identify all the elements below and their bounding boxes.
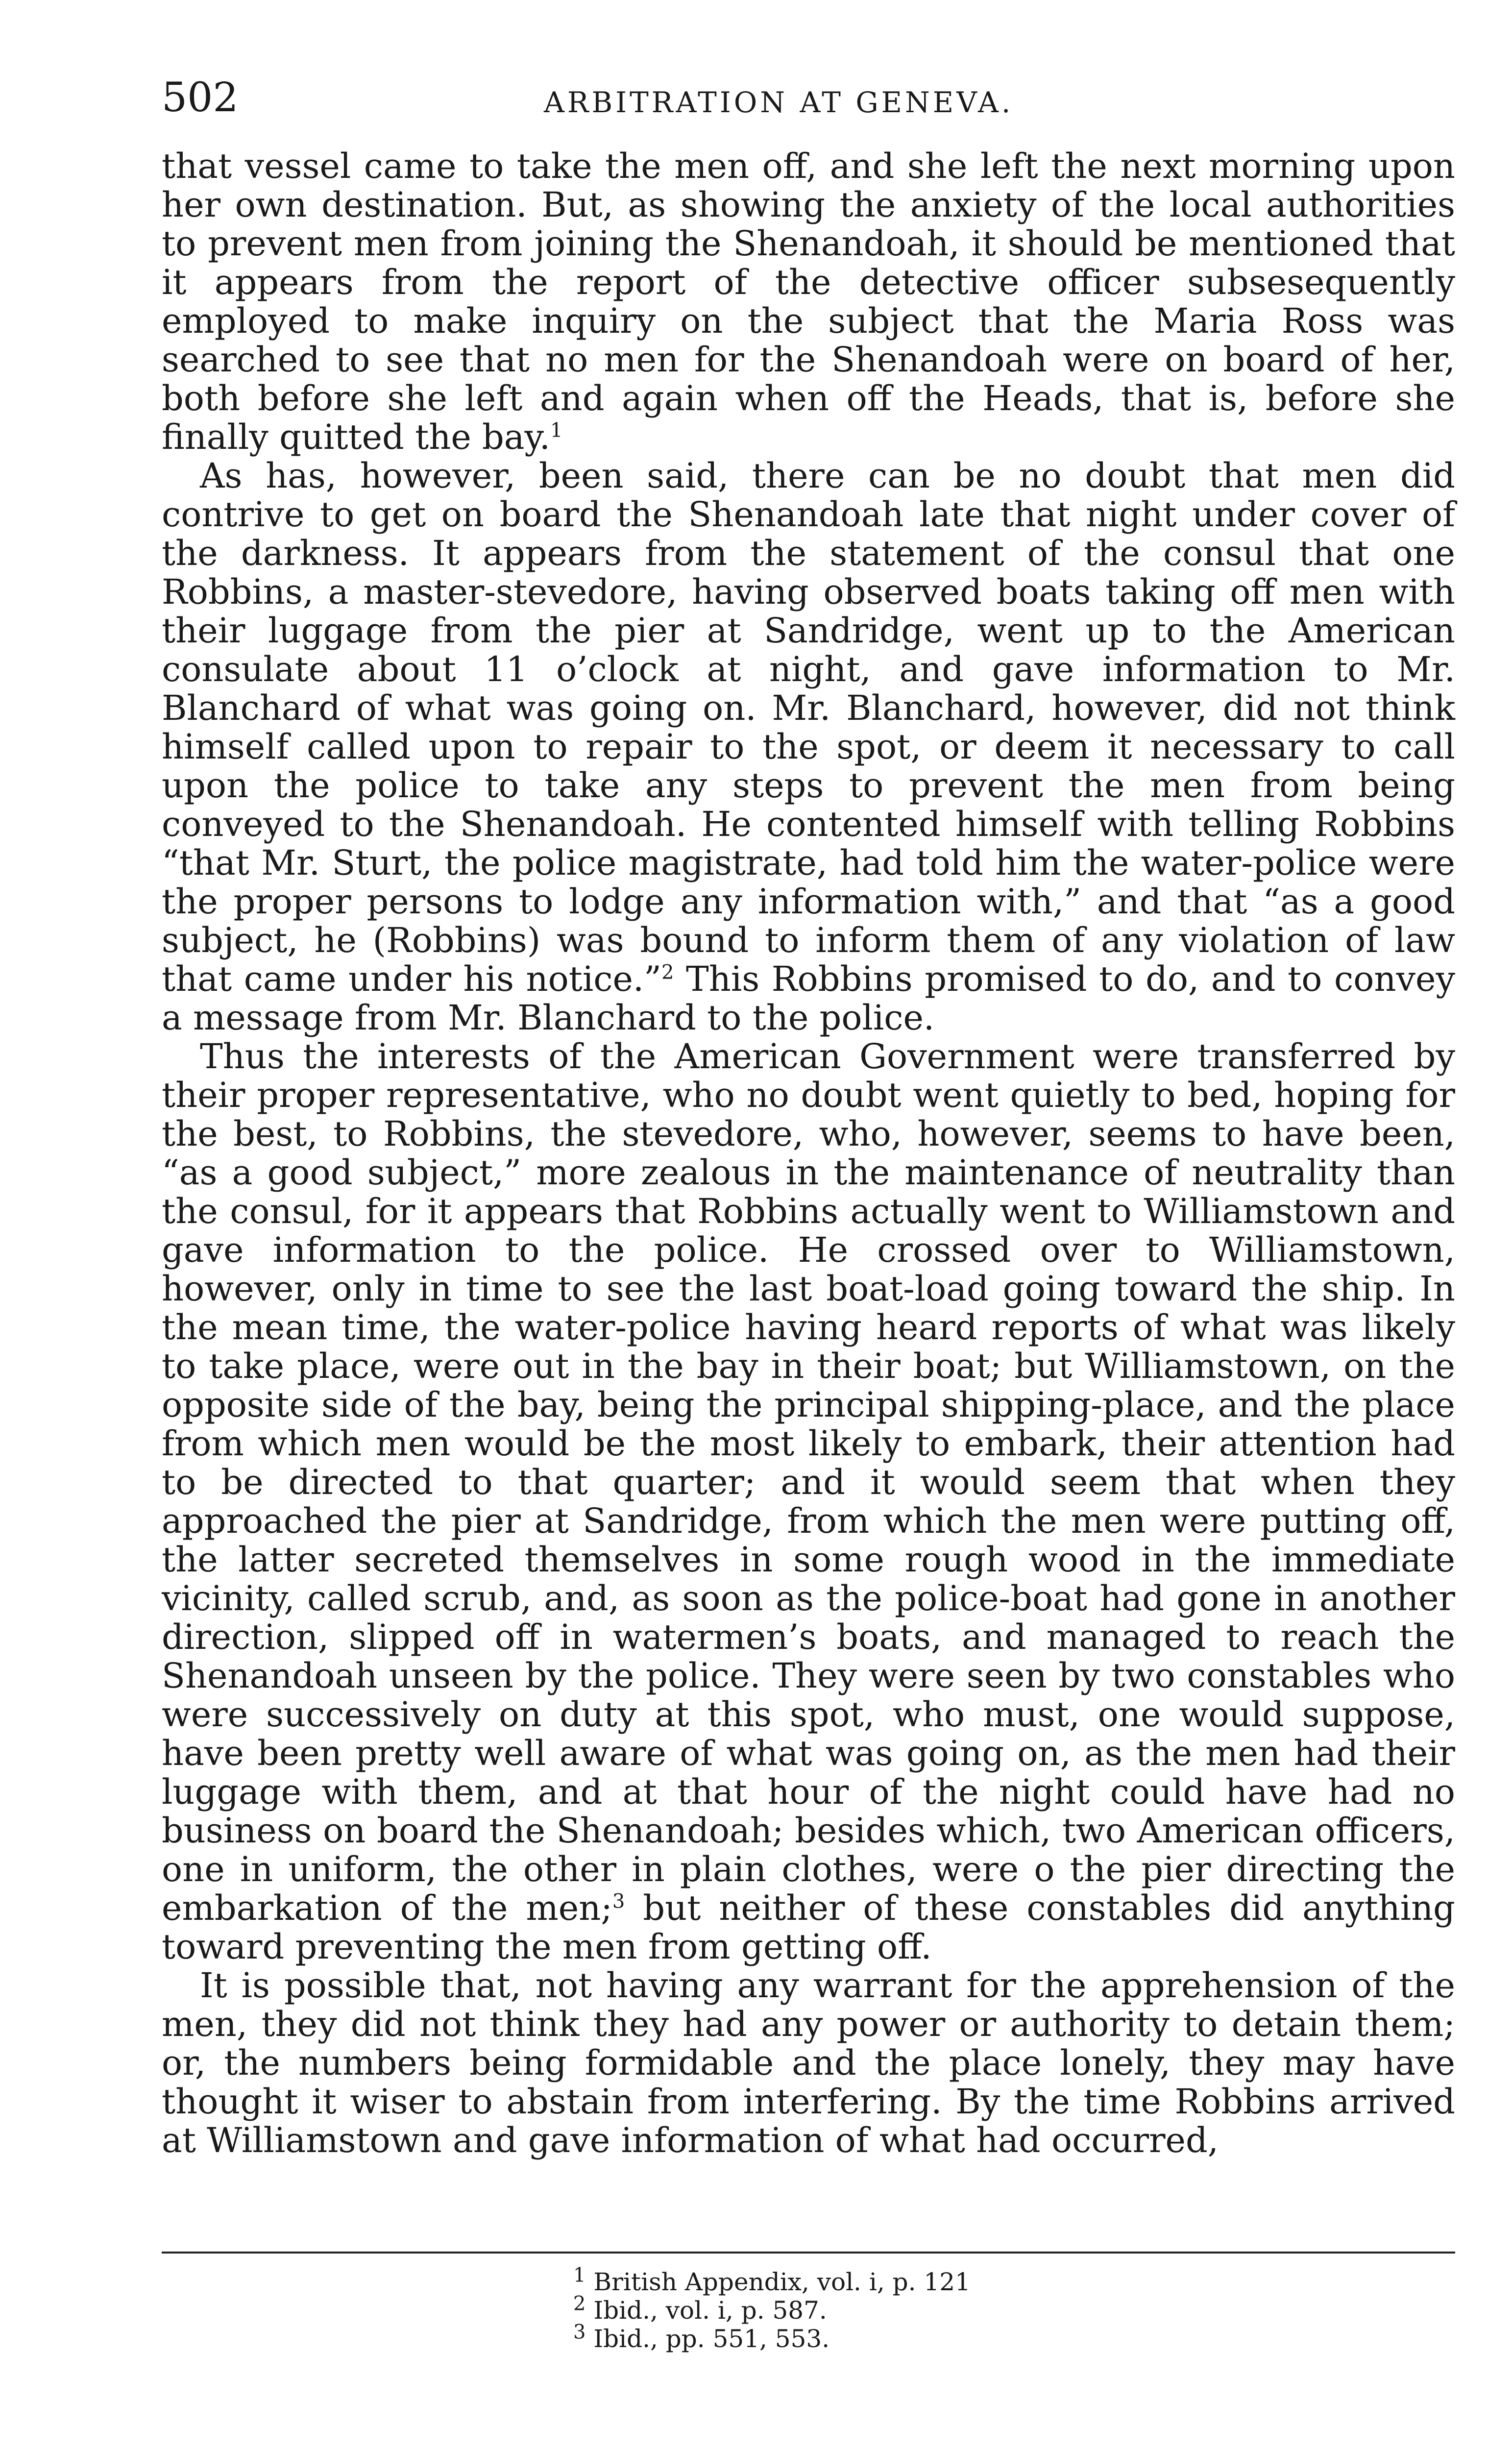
page-header: [162, 74, 1455, 127]
page-number: 502: [162, 74, 239, 121]
paragraph-2-text-a: As has, however, been said, there can be no doubt that men did contrive to get on board the Shenandoah late that night under cover of the darkness. It appears from the statement of the consul that one Robbins, a master-stevedore, having observed boats taking off men with their luggage from the pier at Sandridge, went up to the American consulate about 11 o’clock at night, and gave information to Mr. Blanchard of what was going on. Mr. Blanchard, however, did not think himself called upon to repair to the spot, or deem it necessary to call upon the police to take any steps to prevent the men from being conveyed to the Shenandoah. He contented himself with telling Robbins “that Mr. Sturt, the police magistrate, had told him the water-police were the proper persons to lodge any information with,” and that “as a good subject, he (Robbins) was bound to inform them of any violation of law that came under his notice.”: [162, 456, 1455, 999]
footnote-3-text: Ibid., pp. 551, 553.: [585, 2325, 830, 2353]
paragraph-3-text-b: but neither of these constables did anything toward preventing the men from getting off.: [162, 1888, 1455, 1967]
body-text: [162, 147, 1455, 2160]
paragraph-3-text-a: Thus the interests of the American Government were transferred by their proper representative, who no doubt went quietly to bed, hoping for the best, to Robbins, the stevedore, who, however, seems to have been, “as a good subject,” more zealous in the maintenance of neutrality than the consul, for it appears that Robbins actually went to Williamstown and gave information to the police. He crossed over to Williamstown, however, only in time to see the last boat-load going toward the ship. In the mean time, the water-police having heard reports of what was likely to take place, were out in the bay in their boat; but Williamstown, on the opposite side of the bay, being the principal shipping-place, and the place from which men would be the most likely to embark, their attention had to be directed to that quarter; and it would seem that when they approached the pier at Sandridge, from which the men were putting off, the latter secreted themselves in some rough wood in the immediate vicinity, called scrub, and, as soon as the police-boat had gone in another direction, slipped off in watermen’s boats, and managed to reach the Shenandoah unseen by the police. They were seen by two constables who were successively on duty at this spot, who must, one would suppose, have been pretty well aware of what was going on, as the men had their luggage with them, and at that hour of the night could have had no business on board the Shenandoah; besides which, two American officers, one in uniform, the other in plain clothes, were o the pier directing the embarkation of the men;: [162, 1036, 1455, 1928]
running-head: ARBITRATION AT GENEVA.: [544, 86, 1014, 119]
footnote-mark-3: 3: [573, 2321, 586, 2344]
footnote-2: [573, 2292, 1308, 2325]
footnote-1-text: British Appendix, vol. i, p. 121: [585, 2268, 971, 2296]
footnote-divider: [162, 2252, 1455, 2254]
footnote-3: [573, 2321, 1308, 2353]
paragraph-3: [162, 1037, 1455, 1966]
footnote-mark-2: 2: [573, 2292, 586, 2315]
footnotes: [573, 2264, 1308, 2353]
footnote-ref-3: 3: [612, 1890, 625, 1913]
paragraph-1-text: that vessel came to take the men off, and she left the next morning upon her own destination. But, as showing the anxiety of the local authorities to prevent men from joining the Shenandoah, it should be mentioned that it appears from the report of the detective officer subsesequently employed to make inquiry on the subject that the Maria Ross was searched to see that no men for the Shenandoah were on board of her, both before she left and again when off the Heads, that is, before she finally quitted the bay.: [162, 146, 1455, 457]
footnote-1: [573, 2264, 1308, 2296]
paragraph-4-text: It is possible that, not having any warrant for the apprehension of the men, they did not think they had any power or authority to detain them; or, the numbers being formidable and the place lonely, they may have thought it wiser to abstain from interfering. By the time Robbins arrived at Williamstown and gave information of what had occurred,: [162, 1965, 1455, 2160]
footnote-2-text: Ibid., vol. i, p. 587.: [585, 2296, 827, 2325]
footnote-ref-2: 2: [661, 961, 674, 984]
paragraph-2-text-b: This Robbins promised to do, and to convey a message from Mr. Blanchard to the police.: [162, 959, 1455, 1038]
paragraph-2: [162, 457, 1455, 1037]
paragraph-1: [162, 147, 1455, 457]
footnote-mark-1: 1: [573, 2264, 586, 2287]
paragraph-4: [162, 1966, 1455, 2160]
footnote-ref-1: 1: [550, 419, 563, 442]
